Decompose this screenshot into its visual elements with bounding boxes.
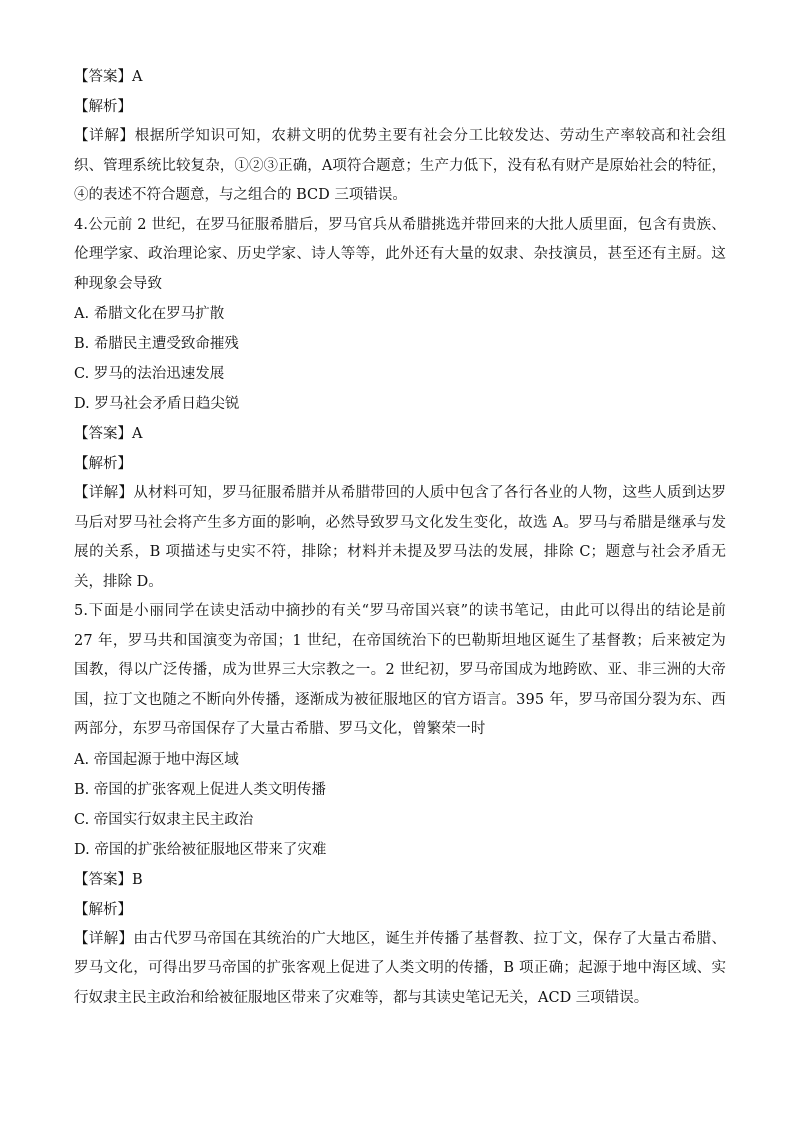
exam-page	[74, 62, 726, 1013]
question-stem-text: 5.下面是小丽同学在读史活动中摘抄的有关“罗马帝国兴衰”的读书笔记，由此可以得出的结论是前 27 年，罗马共和国演变为帝国；1 世纪，在帝国统治下的巴勒斯坦地区诞生了基督教；后来被定为国教，得以广泛传播，成为世界三大宗教之一。2 世纪初，罗马帝国成为地跨欧、亚、非三洲的大帝国，拉丁文也随之不断向外传播，逐渐成为被征服地区的官方语言。395 年，罗马帝国分裂为东、西两部分，东罗马帝国保存了大量古希腊、罗马文化，曾繁荣一时	[74, 603, 727, 737]
q5-stem	[74, 597, 726, 745]
analysis-label: 【解析】	[74, 99, 132, 115]
q5-detail-paragraph	[74, 925, 726, 1014]
answer-label: 【答案】	[74, 871, 132, 888]
q3-detail-paragraph	[74, 122, 726, 211]
q5-option-a: A. 帝国起源于地中海区域	[74, 751, 239, 768]
answer-label: 【答案】	[74, 69, 132, 85]
q4-analysis-line	[74, 449, 726, 479]
detail-text: 从材料可知，罗马征服希腊并从希腊带回的人质中包含了各行各业的人物，这些人质到达罗马后对罗马社会将产生多方面的影响，必然导致罗马文化发生变化，故选 A。罗马与希腊是继承与发展的关系，B 项描述与史实不符，排除；材料并未提及罗马法的发展，排除 C；题意与社会矛盾无关，排除 D。	[74, 485, 727, 590]
q5-option-b: B. 帝国的扩张客观上促进人类文明传播	[74, 781, 326, 798]
q4-option-b: B. 希腊民主遭受致命摧残	[74, 336, 239, 352]
q3-answer-line	[74, 62, 726, 92]
answer-value: A	[132, 69, 143, 85]
q5-option-c: C. 帝国实行奴隶主民主政治	[74, 811, 254, 828]
q5-option-d: D. 帝国的扩张给被征服地区带来了灾难	[74, 841, 327, 858]
q3-analysis-line	[74, 92, 726, 122]
detail-text: 由古代罗马帝国在其统治的广大地区，诞生并传播了基督教、拉丁文，保存了大量古希腊、罗马文化，可得出罗马帝国的扩张客观上促进了人类文明的传播，B 项正确；起源于地中海区域、实行奴隶主民主政治和给被征服地区带来了灾难等，都与其读史笔记无关，ACD 三项错误。	[74, 930, 727, 1006]
q5-analysis-line	[74, 895, 726, 925]
answer-value: B	[132, 871, 143, 888]
q4-option-d: D. 罗马社会矛盾日趋尖锐	[74, 396, 240, 412]
answer-value: A	[132, 426, 143, 442]
answer-label: 【答案】	[74, 426, 132, 442]
q5-answer-line	[74, 865, 726, 895]
analysis-label: 【解析】	[74, 901, 132, 918]
q4-detail-paragraph	[74, 479, 726, 597]
detail-label: 【详解】	[74, 485, 134, 501]
analysis-label: 【解析】	[74, 456, 132, 472]
question-stem-text: 4.公元前 2 世纪，在罗马征服希腊后，罗马官兵从希腊挑选并带回来的大批人质里面，包含有贵族、伦理学家、政治理论家、历史学家、诗人等等，此外还有大量的奴隶、杂技演员，甚至还有主厨。这种现象会导致	[74, 216, 726, 292]
detail-label: 【详解】	[74, 930, 134, 947]
q4-answer-line	[74, 419, 726, 449]
detail-label: 【详解】	[74, 128, 135, 144]
detail-text: 根据所学知识可知，农耕文明的优势主要有社会分工比较发达、劳动生产率较高和社会组织、管理系统比较复杂，①②③正确，A项符合题意；生产力低下，没有私有财产是原始社会的特征，④的表述不符合题意，与之组合的 BCD 三项错误。	[74, 128, 727, 203]
q4-option-c: C. 罗马的法治迅速发展	[74, 366, 225, 382]
q4-option-a: A. 希腊文化在罗马扩散	[74, 306, 225, 322]
q4-stem	[74, 211, 726, 300]
